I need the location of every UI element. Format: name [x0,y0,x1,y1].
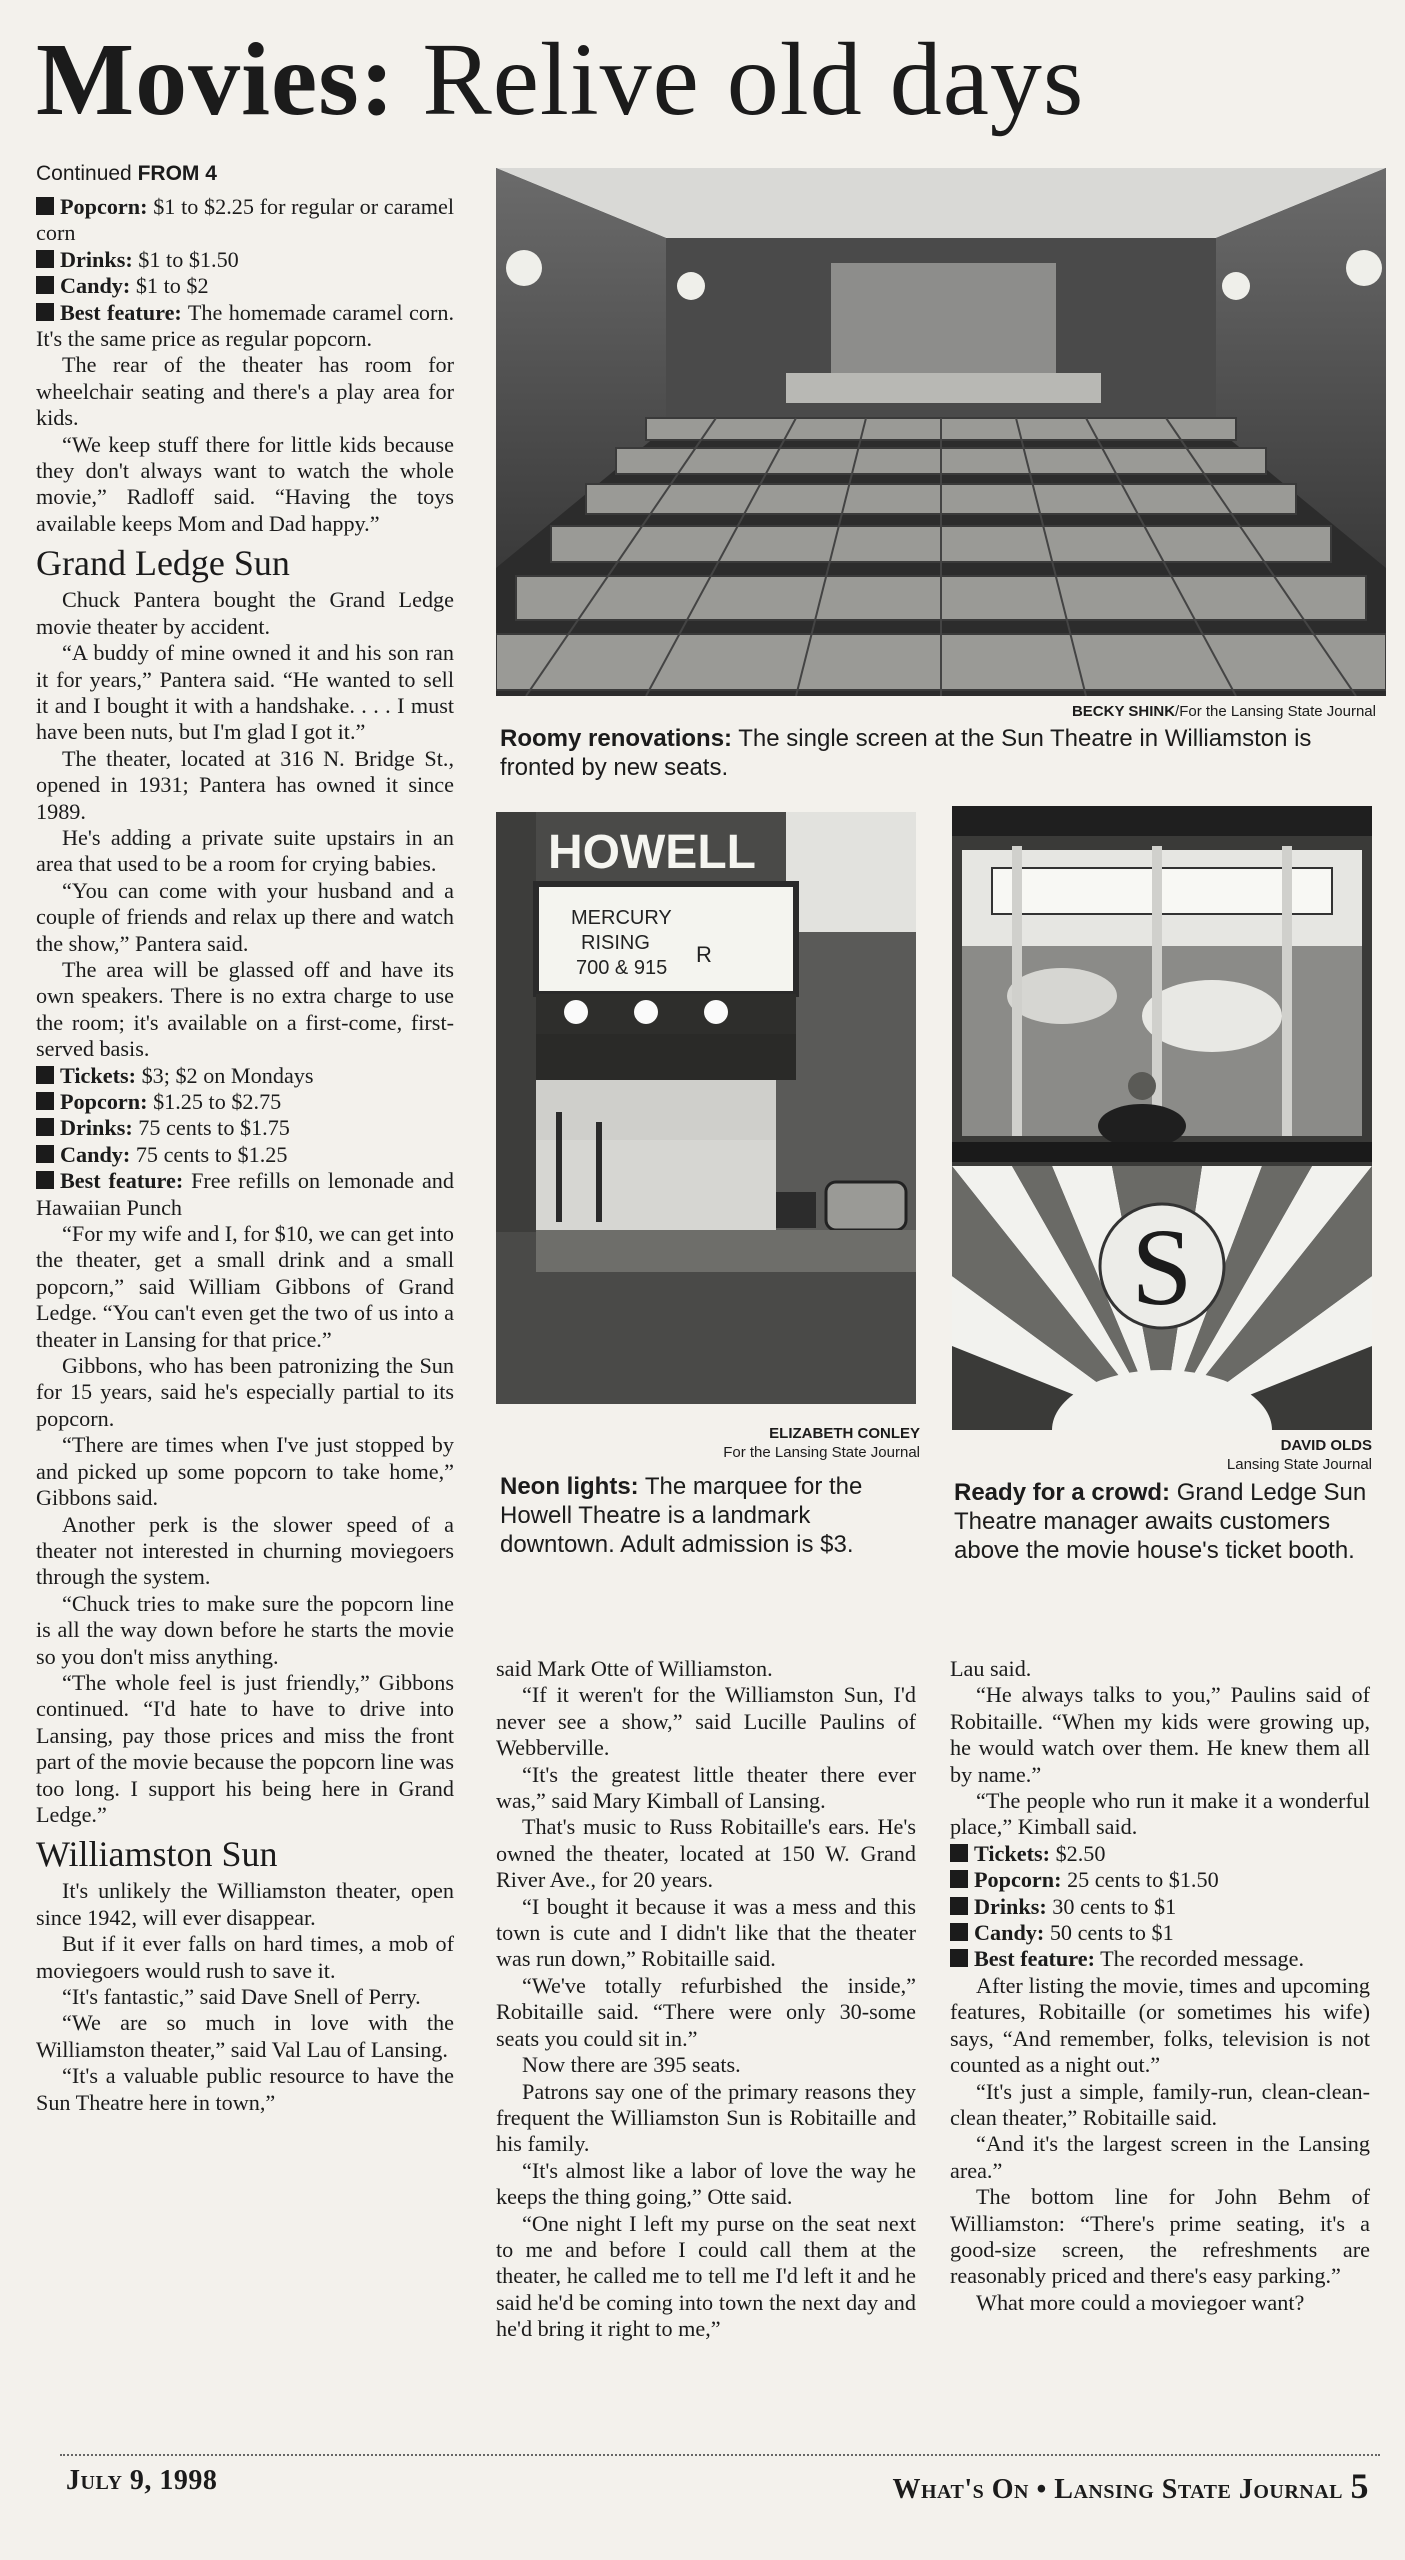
paragraph: What more could a moviegoer want? [976,2289,1305,2315]
photo3-caption: Ready for a crowd: Grand Ledge Sun Theatre manager awaits customers above the movie house's ticket booth. [954,1479,1367,1564]
headline [36,20,1376,140]
headline-light: Relive old days [422,22,1085,137]
footer-date: July 9, 1998 [66,2465,218,2496]
price-item: Drinks: 30 cents to $1 [950,1894,1370,1920]
paragraph: Another perk is the slower speed of a theater not interested in churning moviegoers through the system. [36,1511,454,1590]
marquee-line3: 700 & 915 [576,957,668,979]
marquee-line1: MERCURY [571,907,672,929]
paragraph: “I bought it because it was a mess and this town is cute and I didn't like that the theater was run down,” Robitaille said. [496,1893,916,1972]
paragraph: “It's just a simple, family-run, clean-clean-clean theater,” Robitaille said. [950,2078,1370,2130]
paragraph: “It's almost like a labor of love the way he keeps the thing going,” Otte said. [496,2157,916,2210]
paragraph: “We've totally refurbished the inside,” Robitaille said. “There were only 30-some seats you could sit in.” [496,1972,916,2051]
price-item: Popcorn: $1 to $2.25 for regular or caramel corn [36,194,455,246]
price-item: Best feature: The recorded message. [950,1946,1370,1972]
paragraph: “There are times when I've just stopped by and picked up some popcorn to take home,” Gibbons said. [36,1432,454,1511]
howell-marquee-illustration [496,812,916,1404]
page-number: 5 [1350,2466,1369,2506]
paragraph: “A buddy of mine owned it and his son ran it for years,” Pantera said. “He wanted to sell it and I bought it with a handshake. . . . I must have been nuts, but I'm glad I got it.” [36,640,454,745]
paragraph: said Mark Otte of Williamston. [496,1656,773,1681]
price-item: Best feature: Free refills on lemonade and Hawaiian Punch [36,1168,454,1220]
footer-rule [60,2454,1380,2456]
theater-interior-photo [496,168,1386,696]
paragraph: “If it weren't for the Williamston Sun, I'd never see a show,” said Lucille Paulins of Webberville. [496,1682,916,1761]
photo2-credit: ELIZABETH CONLEY For the Lansing State Journal [723,1425,920,1461]
paragraph: The area will be glassed off and have its own speakers. There is no extra charge to use the room; it's available on a first-come, first-served basis. [36,956,454,1062]
continued-line: Continued FROM 4 [36,162,217,185]
photo1-credit: BECKY SHINK/For the Lansing State Journal [1071,703,1376,720]
paragraph: Lau said. [950,1656,1032,1681]
paragraph: After listing the movie, times and upcoming features, Robitaille (or sometimes his wife) says, “And remember, folks, television is not counted as a night out.” [950,1972,1370,2078]
subhead-williamston: Williamston Sun [36,1834,278,1875]
paragraph: That's music to Russ Robitaille's ears. He's owned the theater, located at 150 W. Grand River Ave., for 20 years. [496,1814,916,1893]
paragraph: “It's a valuable public resource to have the Sun Theatre here in town,” [36,2063,454,2115]
paragraph: The bottom line for John Behm of Williamston: “There's prime seating, it's a good-size screen, the refreshments are reasonably priced and there's easy parking.” [950,2184,1370,2289]
price-item: Drinks: $1 to $1.50 [36,247,454,273]
paragraph: Gibbons, who has been patronizing the Sun for 15 years, said he's especially partial to its popcorn. [36,1353,454,1431]
paragraph: “He always talks to you,” Paulins said of Robitaille. “When my kids were growing up, he would watch over them. He knew them all by name.” [950,1682,1370,1787]
paragraph: The theater, located at 316 N. Bridge St., opened in 1931; Pantera has owned it since 1989. [36,745,454,824]
paragraph: The rear of the theater has room for wheelchair seating and there's a play area for kids. [36,352,454,431]
paragraph: “Chuck tries to make sure the popcorn line is all the way down before he starts the movie so you don't miss anything. [36,1590,454,1669]
ticket-booth-illustration [952,806,1372,1430]
booth-letter: S [1131,1206,1193,1328]
paragraph: “One night I left my purse on the seat next to me and before I could call them at the theater, he called me to tell me I'd left it and he said he'd be coming into town the next day and he'd bring it right to me,” [496,2210,916,2342]
paragraph: “You can come with your husband and a couple of friends and relax up there and watch the show,” Pantera said. [36,877,454,956]
paragraph: It's unlikely the Williamston theater, open since 1942, will ever disappear. [36,1878,454,1930]
footer-section: What's On • Lansing State Journal 5 [892,2466,1369,2506]
paragraph: But if it ever falls on hard times, a mob of moviegoers would rush to save it. [36,1931,454,1983]
headline-bold: Movies: [36,22,396,137]
column-2 [496,1656,916,2343]
marquee-line2: RISING [581,932,650,954]
price-item: Candy: $1 to $2 [36,273,454,299]
marquee-rating: R [696,942,712,967]
marquee-sign: HOWELL [548,826,756,879]
paragraph: “And it's the largest screen in the Lansing area.” [950,2131,1370,2183]
paragraph: Chuck Pantera bought the Grand Ledge movie theater by accident. [36,587,454,639]
paragraph: “It's fantastic,” said Dave Snell of Perry. [62,1984,421,2009]
photo1-caption: Roomy renovations: The single screen at the Sun Theatre in Williamston is fronted by new seats. [500,725,1312,781]
paragraph: “We are so much in love with the Williamston theater,” said Val Lau of Lansing. [36,2010,454,2062]
price-item: Candy: 50 cents to $1 [950,1920,1370,1946]
photo2-caption: Neon lights: The marquee for the Howell Theatre is a landmark downtown. Adult admission is $3. [500,1473,863,1558]
paragraph: “The whole feel is just friendly,” Gibbons continued. “I'd hate to have to drive into Lansing, pay those prices and miss the front part of the movie because the popcorn line was too long. I support his being here in Grand Ledge.” [36,1669,454,1827]
paragraph: Now there are 395 seats. [522,2052,741,2078]
column-1 [36,160,454,2116]
paragraph: “We keep stuff there for little kids because they don't always want to watch the whole movie,” Radloff said. “Having the toys available keeps Mom and Dad happy.” [36,431,454,536]
paragraph: “For my wife and I, for $10, we can get into the theater, get a small drink and a small popcorn,” said William Gibbons of Grand Ledge. “You can't even get the two of us into a theater in Lansing for that price.” [36,1221,454,1352]
price-item: Candy: 75 cents to $1.25 [36,1142,454,1168]
price-item: Popcorn: 25 cents to $1.50 [950,1867,1370,1893]
theater-interior-illustration [496,168,1386,696]
price-item: Popcorn: $1.25 to $2.75 [36,1089,454,1115]
ticket-booth-photo [952,806,1372,1430]
price-item: Best feature: The homemade caramel corn. It's the same price as regular popcorn. [36,299,454,352]
price-item: Drinks: 75 cents to $1.75 [36,1115,454,1141]
paragraph: Patrons say one of the primary reasons they frequent the Williamston Sun is Robitaille and his family. [496,2078,916,2157]
price-item: Tickets: $2.50 [950,1841,1370,1867]
howell-marquee-photo [496,812,916,1404]
paragraph: “The people who run it make it a wonderful place,” Kimball said. [950,1788,1370,1840]
paragraph: He's adding a private suite upstairs in an area that used to be a room for crying babies. [36,824,454,877]
price-item: Tickets: $3; $2 on Mondays [36,1063,454,1089]
photo3-credit: DAVID OLDS Lansing State Journal [1226,1437,1372,1473]
column-3 [950,1656,1370,2316]
paragraph: “It's the greatest little theater there ever was,” said Mary Kimball of Lansing. [496,1761,916,1814]
subhead-grand-ledge: Grand Ledge Sun [36,543,290,584]
